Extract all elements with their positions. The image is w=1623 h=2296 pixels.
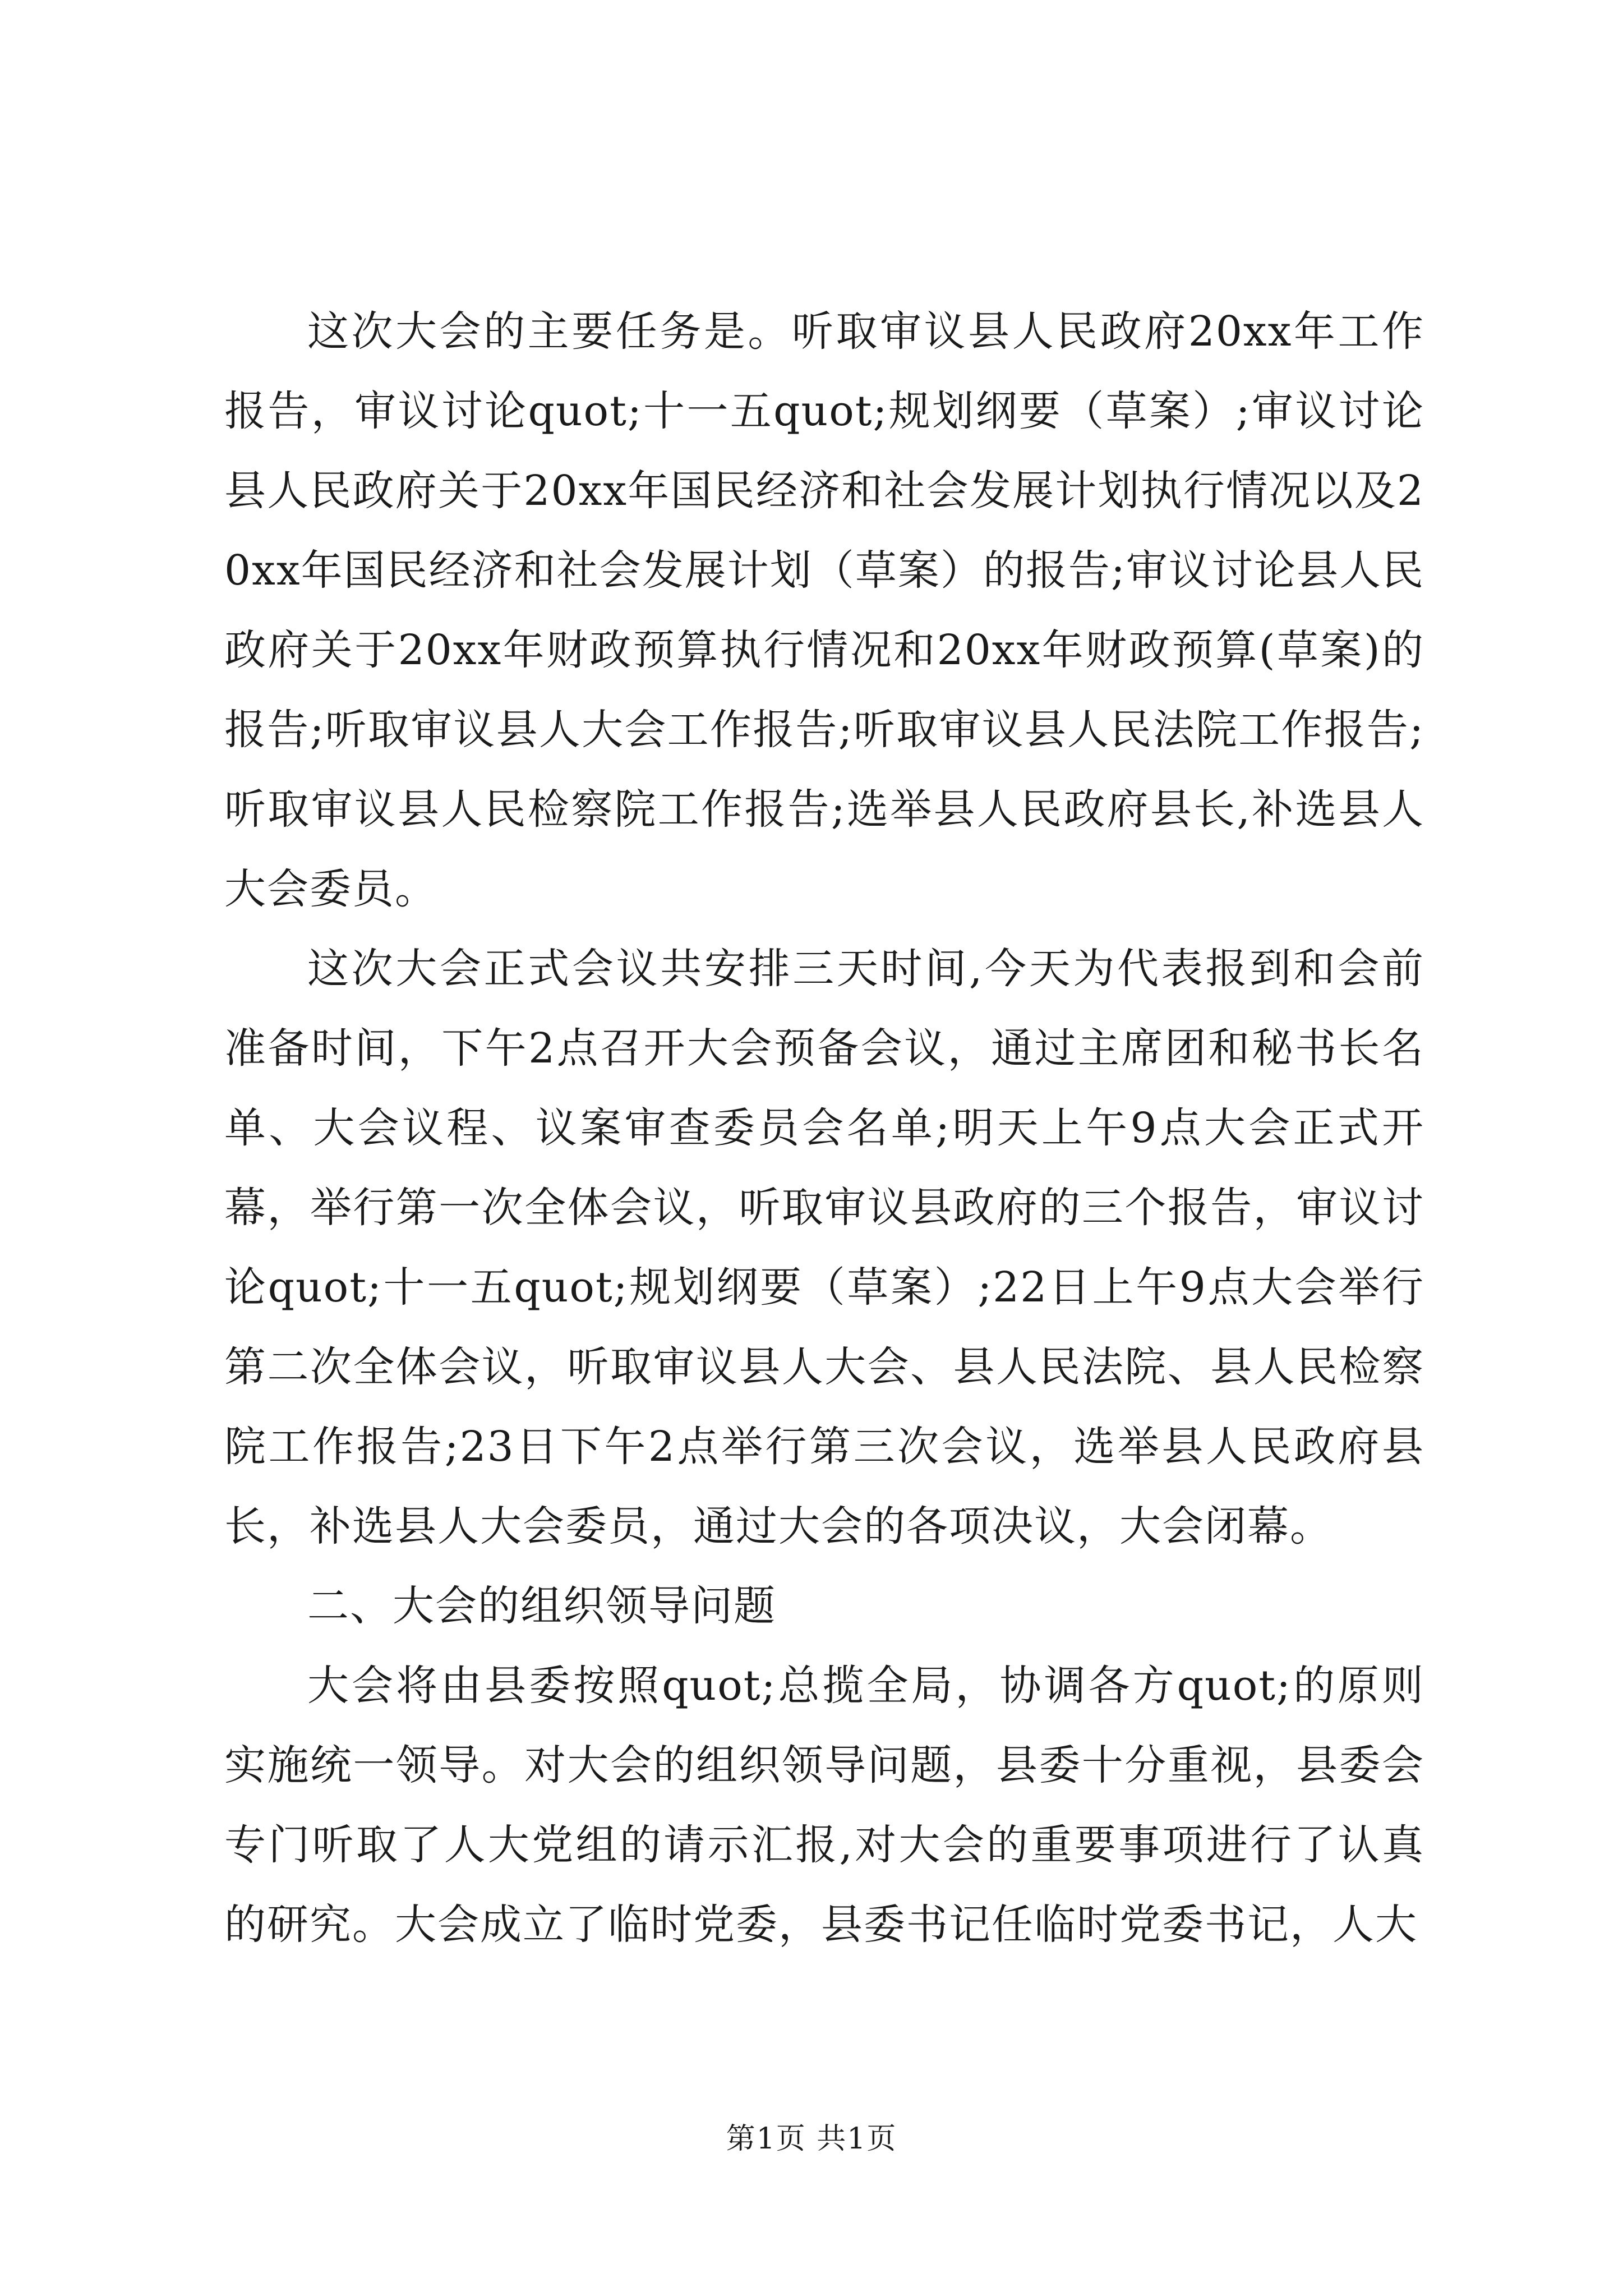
page-number-footer: 第1页 共1页 — [726, 2122, 897, 2156]
section-heading: 二、大会的组织领导问题 — [307, 1582, 776, 1630]
paragraph-meeting-schedule: 这次大会正式会议共安排三天时间,今天为代表报到和会前准备时间，下午2点召开大会预备会议，通过主席团和秘书长名单、大会议程、议案审查委员会名单;明天上午9点大会正式开幕，举行第一次全体会议，听取审议县政府的三个报告，审议讨论quot;十一五quot;规划纲要（草案）;22日上午9点大会举行第二次全体会议，听取审议县人大会、县人民法院、县人民检察院工作报告;23日下午2点举行第三次会议，选举县人民政府县长，补选县人大会委员，通过大会的各项决议，大会闭幕。 — [224, 945, 1424, 1550]
paragraph-leadership: 大会将由县委按照quot;总揽全局，协调各方quot;的原则实施统一领导。对大会的组织领导问题，县委十分重视，县委会专门听取了人大党组的请示汇报,对大会的重要事项进行了认真的研究。大会成立了临时党委，县委书记任临时党委书记，人大 — [224, 1662, 1424, 1949]
paragraph-main-tasks: 这次大会的主要任务是。听取审议县人民政府20xx年工作报告，审议讨论quot;十一五quot;规划纲要（草案）;审议讨论县人民政府关于20xx年国民经济和社会发展计划执行情况以及20xx年国民经济和社会发展计划（草案）的报告;审议讨论县人民政府关于20xx年财政预算执行情况和20xx年财政预算(草案)的报告;听取审议县人大会工作报告;听取审议县人民法院工作报告;听取审议县人民检察院工作报告;选举县人民政府县长,补选县人大会委员。 — [224, 307, 1424, 913]
document-body — [224, 292, 1424, 1964]
